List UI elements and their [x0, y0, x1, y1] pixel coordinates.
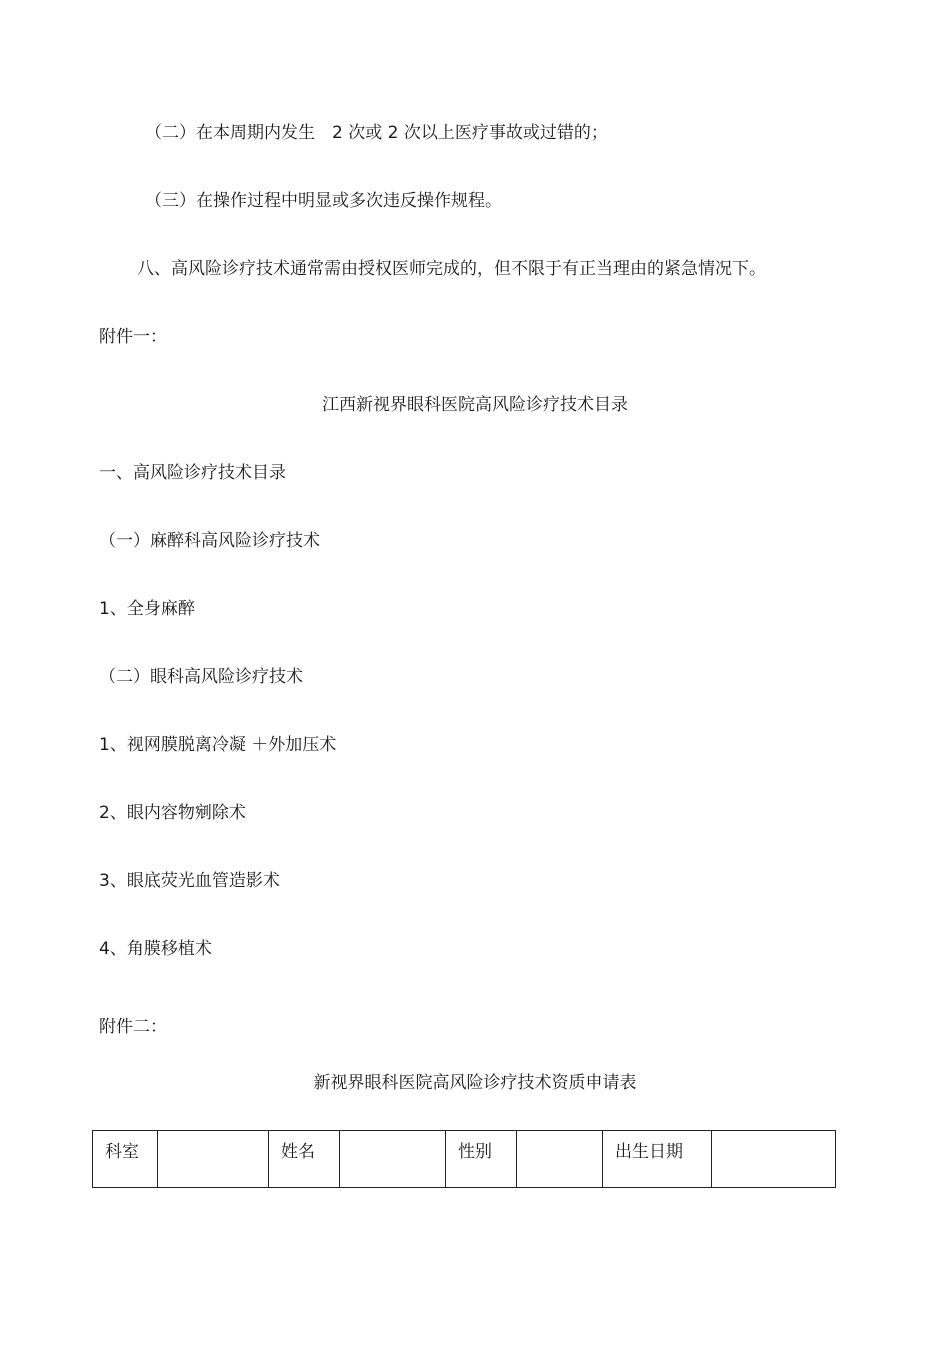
section-heading: 一、高风险诊疗技术目录: [99, 463, 286, 483]
attachment-1-title: 江西新视界眼科医院高风险诊疗技术目录: [322, 395, 628, 415]
list-item: 1、全身麻醉: [99, 599, 195, 619]
list-item: 4、角膜移植术: [99, 939, 212, 959]
paragraph-article-8: 八、高风险诊疗技术通常需由授权医师完成的，但不限于有正当理由的紧急情况下。: [137, 259, 766, 279]
paragraph-clause-2: （二）在本周期内发生 2 次或 2 次以上医疗事故或过错的；: [145, 123, 608, 143]
attachment-2-title: 新视界眼科医院高风险诊疗技术资质申请表: [313, 1073, 637, 1093]
paragraph-clause-3: （三）在操作过程中明显或多次违反操作规程。: [145, 191, 502, 211]
birth-date-field[interactable]: [712, 1131, 836, 1188]
department-field[interactable]: [158, 1131, 269, 1188]
list-item: 3、眼底荧光血管造影术: [99, 871, 280, 891]
department-label: 科室: [93, 1131, 158, 1188]
attachment-1-label: 附件一：: [99, 327, 167, 347]
name-label: 姓名: [269, 1131, 340, 1188]
table-row: [93, 1131, 836, 1188]
birth-date-label: 出生日期: [603, 1131, 712, 1188]
gender-field[interactable]: [517, 1131, 603, 1188]
list-item: 2、眼内容物剜除术: [99, 803, 246, 823]
list-item: 1、视网膜脱离冷凝 ＋外加压术: [99, 735, 337, 755]
subsection-ophthalmology: （二）眼科高风险诊疗技术: [99, 667, 303, 687]
subsection-anesthesia: （一）麻醉科高风险诊疗技术: [99, 531, 320, 551]
attachment-2-label: 附件二：: [99, 1017, 167, 1037]
application-form-table: [92, 1130, 836, 1188]
name-field[interactable]: [340, 1131, 446, 1188]
gender-label: 性别: [446, 1131, 517, 1188]
